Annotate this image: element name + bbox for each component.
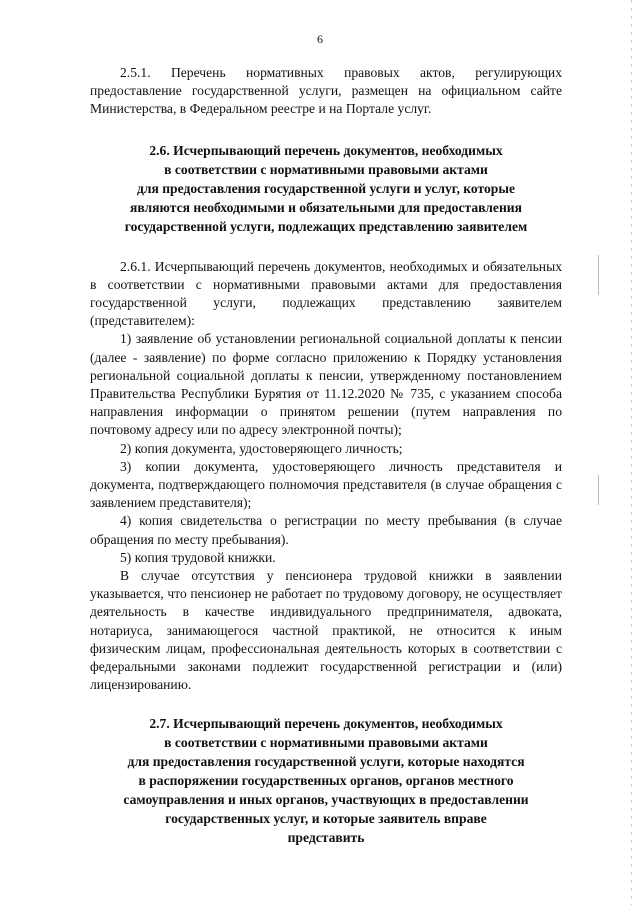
list-item: 3) копии документа, удостоверяющего личность представителя и документа, подтверждающего полномочия представителя (в случае обращения с заявлением представителя); (90, 458, 562, 511)
heading-line: государственных услуг, и которые заявитель вправе (165, 811, 487, 827)
heading-line: в соответствии с нормативными правовыми актами (164, 161, 488, 177)
heading-line: 2.7. Исчерпывающий перечень документов, необходимых (149, 716, 503, 732)
list-item: 4) копия свидетельства о регистрации по месту пребывания (в случае обращения по месту пребывания). (90, 513, 562, 547)
heading-line: 2.6. Исчерпывающий перечень документов, необходимых (149, 142, 503, 158)
scan-edge-artifact (631, 0, 632, 905)
list-item: 5) копия трудовой книжки. (120, 549, 276, 565)
paragraph-2-5-1: 2.5.1. Перечень нормативных правовых актов, регулирующих предоставление государственной услуги, размещен на официальном сайте Министерства, в Федеральном реестре и на Портале услуг. (90, 65, 562, 117)
paragraph-2-6-1: 2.6.1. Исчерпывающий перечень документов, необходимых и обязательных в соответствии с нормативными правовыми актами для предоставления государственной услуги, подлежащих представлению заявителем (представителем): (90, 258, 562, 329)
heading-2-7 (90, 714, 562, 847)
paragraph-absence: В случае отсутствия у пенсионера трудовой книжки в заявлении указывается, что пенсионер не работает по трудовому договору, не осуществляет деятельность в качестве индивидуального предпринимателя, адвоката, нотариуса, занимающегося частной практикой, не относится к иным физическим лицам, профессиональная деятельность которых в соответствии с федеральными законами подлежит государственной регистрации и (или) лицензированию. (90, 568, 562, 693)
document-body (90, 64, 562, 847)
heading-line: для предоставления государственной услуги, которые находятся (127, 754, 525, 770)
list-item: 2) копия документа, удостоверяющего личность; (120, 440, 403, 456)
heading-line: для предоставления государственной услуги и услуг, которые (136, 180, 516, 196)
heading-2-6 (90, 141, 562, 236)
heading-line: являются необходимыми и обязательными для предоставления (130, 199, 522, 215)
page-number: 6 (317, 32, 323, 46)
scan-margin-mark (598, 255, 599, 295)
heading-line: самоуправления и иных органов, участвующих в предоставлении (123, 792, 529, 808)
heading-line: в соответствии с нормативными правовыми актами (164, 735, 488, 751)
list-item: 1) заявление об установлении региональной социальной доплаты к пенсии (далее - заявление) по форме согласно приложению к Порядку установления региональной социальной доплаты к пенсии, утвержденному постановлением Правительства Республики Бурятия от 11.12.2020 № 735, с указанием способа направления информации о принятом решении (путем направления по почтовому адресу или по адресу электронной почты); (90, 331, 562, 438)
heading-line: в распоряжении государственных органов, органов местного (138, 773, 514, 789)
heading-line: представить (287, 830, 365, 846)
heading-line: государственной услуги, подлежащих представлению заявителем (124, 218, 528, 234)
scan-margin-mark (598, 475, 599, 505)
